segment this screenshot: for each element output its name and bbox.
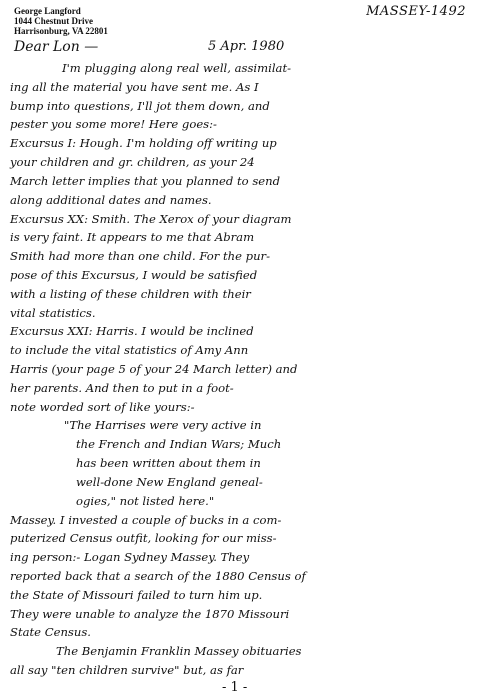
body-line: pose of this Excursus, I would be satisfied — [10, 268, 258, 282]
body-line: ing person:- Logan Sydney Massey. They — [10, 550, 250, 564]
body-line: her parents. And then to put in a foot- — [10, 381, 234, 395]
massey-section-line: Massey. I invested a couple of bucks in a com- — [10, 513, 282, 527]
body-line: March letter implies that you planned to send — [10, 174, 281, 188]
reference-number: MASSEY-1492 — [366, 4, 466, 19]
quote-line: "The Harrises were very active in — [64, 418, 262, 432]
salutation: Dear Lon — — [14, 39, 99, 55]
excursus-smith-line: Excursus XX: Smith. The Xerox of your diagram — [10, 212, 292, 226]
quote-line: well-done New England geneal- — [76, 475, 263, 489]
body-line: I'm plugging along real well, assimilat- — [62, 61, 292, 75]
body-line: The Benjamin Franklin Massey obituaries — [56, 644, 302, 658]
body-line: ing all the material you have sent me. As I — [10, 80, 259, 94]
body-line: is very faint. It appears to me that Abram — [10, 230, 255, 244]
quote-line: has been written about them in — [76, 456, 261, 470]
body-line: State Census. — [10, 625, 91, 639]
body-line: Smith had more than one child. For the pur- — [10, 249, 270, 263]
body-line: pester you some more! Here goes:- — [10, 117, 217, 131]
body-line: Harris (your page 5 of your 24 March letter) and — [10, 362, 298, 376]
letterhead-street: 1044 Chestnut Drive — [14, 16, 93, 26]
body-line: bump into questions, I'll jot them down, and — [10, 99, 270, 113]
body-line: the State of Missouri failed to turn him up. — [10, 588, 263, 602]
body-line: with a listing of these children with their — [10, 287, 251, 301]
excursus-harris-line: Excursus XXI: Harris. I would be inclined — [10, 324, 254, 338]
body-line: puterized Census outfit, looking for our miss- — [10, 531, 277, 545]
letterhead-name: George Langford — [14, 6, 81, 16]
body-line: They were unable to analyze the 1870 Missouri — [10, 607, 290, 621]
body-line: to include the vital statistics of Amy Ann — [10, 343, 249, 357]
page-number: - 1 - — [222, 680, 248, 695]
body-line: along additional dates and names. — [10, 193, 212, 207]
letter-date: 5 Apr. 1980 — [208, 39, 285, 54]
body-line: your children and gr. children, as your 24 — [10, 155, 255, 169]
body-line: note worded sort of like yours:- — [10, 400, 195, 414]
body-line: reported back that a search of the 1880 Census of — [10, 569, 306, 583]
quote-line: ogies," not listed here." — [76, 494, 215, 508]
body-line: all say "ten children survive" but, as far — [10, 663, 244, 677]
excursus-hough-line: Excursus I: Hough. I'm holding off writing up — [10, 136, 277, 150]
body-line: vital statistics. — [10, 306, 96, 320]
letterhead-city: Harrisonburg, VA 22801 — [14, 26, 108, 36]
quote-line: the French and Indian Wars; Much — [76, 437, 282, 451]
